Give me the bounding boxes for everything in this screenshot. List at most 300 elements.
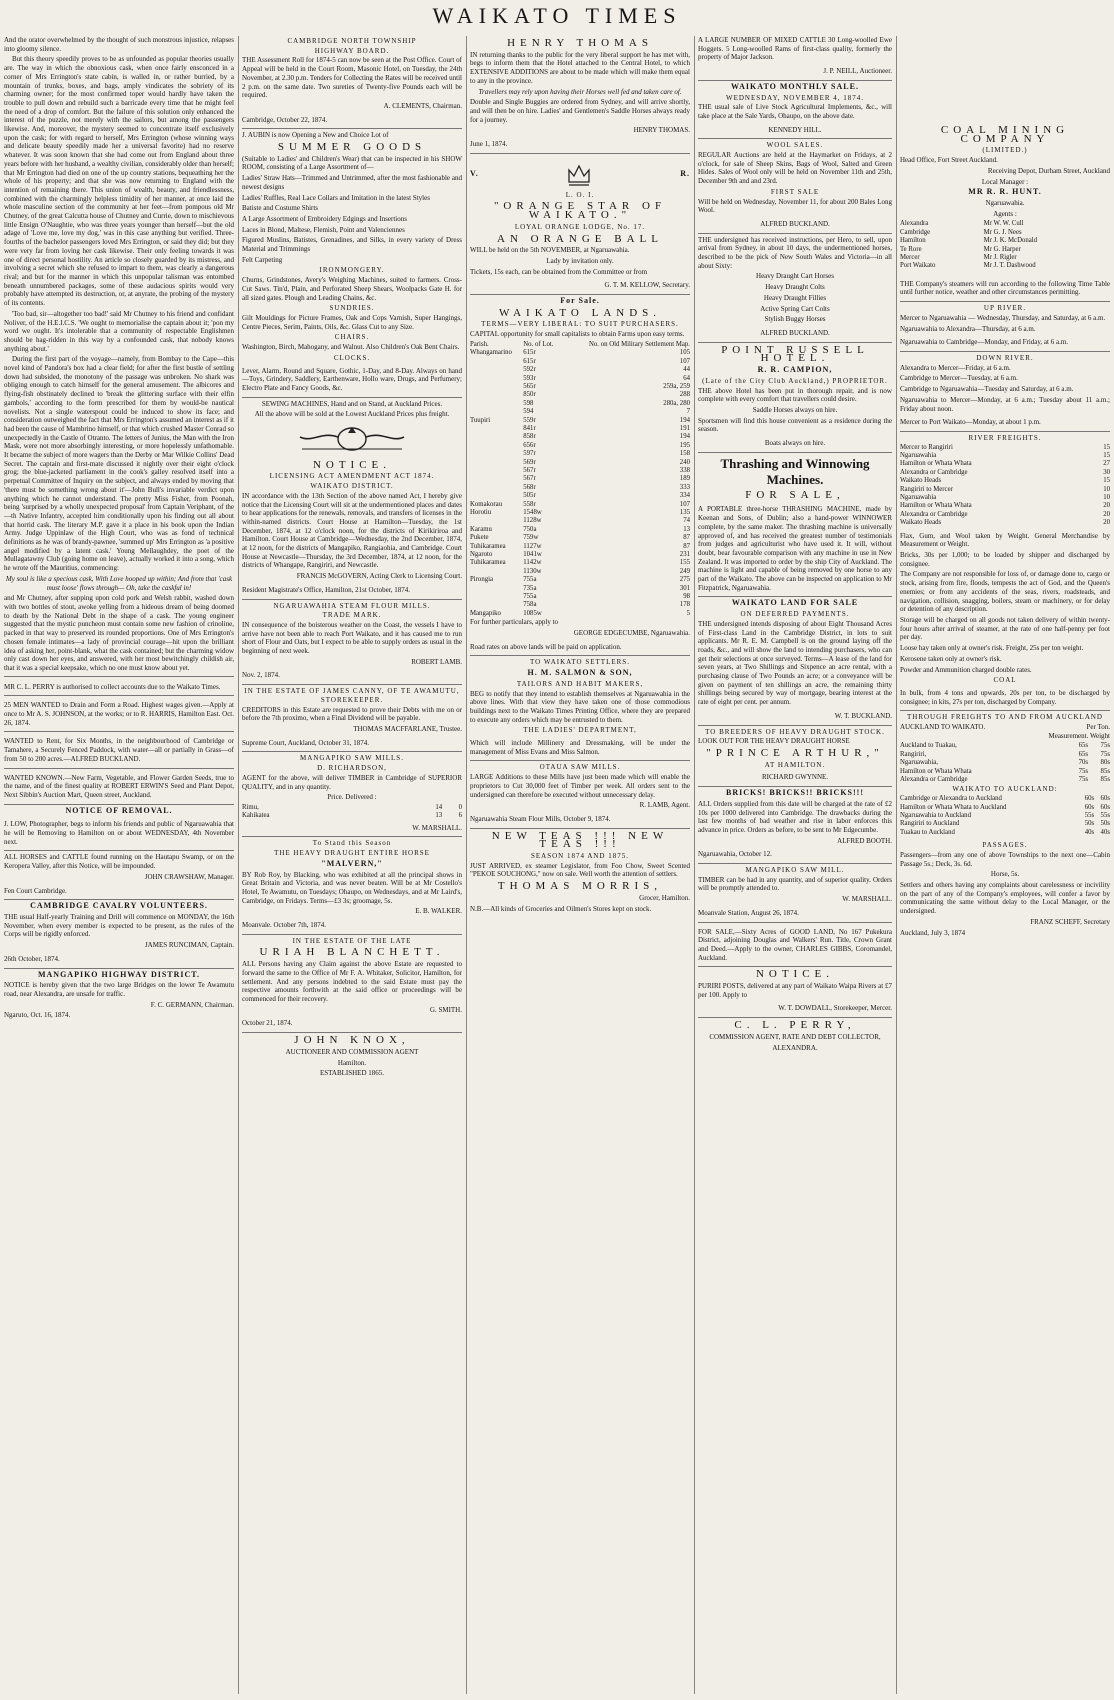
down-river-item: Ngaruawahia to Mercer—Monday, at 6 a.m.; Tuesday about 11 a.m.; Friday about noon. (900, 395, 1110, 413)
table-cell (470, 375, 523, 383)
table-cell: Mr J. K. McDonald (983, 237, 1038, 245)
canny-place: Supreme Court, Auckland, October 31, 1874. (242, 736, 462, 753)
story-paragraph: 'Too bad, sir—altogether too bad!' said Mr Chutney to his friend and confidant Noliver, of the H.E.I.C.S. 'We ought to memorialise the captain about it; 'pon my word we ought. It's intolerable that a community of respectable Englishmen should be hag-ridden in this way by a confounded cask, that nobody knows anything about.' (4, 309, 234, 353)
table-cell (470, 408, 523, 416)
hotel-head: HENRY THOMAS (507, 37, 653, 49)
table-row (470, 442, 690, 450)
lands-note: Road rates on above lands will be paid on application. (470, 640, 690, 657)
table-row (470, 568, 690, 576)
mangapiko-title: MANGAPIKO SAW MILL. (745, 866, 845, 875)
breeders-title: TO BREEDERS OF HEAVY DRAUGHT STOCK. (705, 727, 885, 736)
blanchett-date: October 21, 1874. (242, 1016, 462, 1033)
table-cell: 50s (1084, 820, 1095, 828)
story-paragraph: And the orator overwhelmed by the thought of such monstrous injustice, relapses into gloomy silence. (4, 36, 234, 53)
table-cell: 598 (523, 399, 534, 407)
table-cell: 841r (523, 424, 536, 432)
table-cell: Ngaruawahia (900, 494, 937, 502)
down-river-title: DOWN RIVER. (976, 353, 1034, 362)
land-sale-subtitle: ON DEFERRED PAYMENTS. (740, 610, 850, 619)
column-rule (466, 36, 467, 1694)
freights-title: RIVER FREIGHTS. (968, 433, 1042, 442)
loose-hay-text: Loose hay taken only at owner's risk. Freight, 25s per ton weight. (900, 644, 1084, 653)
table-cell: 10 (1103, 494, 1110, 502)
table-row (900, 759, 1110, 767)
teas-title: NEW TEAS !!! NEW TEAS !!! (491, 829, 669, 851)
hotel-sign: HENRY THOMAS. (633, 126, 690, 135)
table-cell: 55s (1084, 811, 1095, 819)
ladies-text: Which will include Millinery and Dressmaking, will be under the management of Miss Evans and Miss Salmon. (470, 736, 690, 761)
canny-title: IN THE ESTATE OF JAMES CANNY, OF TE AWAMUTU, STOREKEEPER. (244, 687, 460, 704)
agents-table (900, 220, 1110, 270)
horses-text: THE undersigned has received instructions, per Hero, to sell, upon arrival from Sydney, in about 10 days, the undermentioned horses, described to be the pick of New South Wales and Victoria—in all about Sixty: (698, 235, 892, 270)
salmon-title: H. M. SALMON & SON, (527, 668, 633, 678)
mangapiko-text: TIMBER can be had in any quantity, and of superior quality. Orders will be promptly attended to. (698, 875, 892, 893)
table-cell: 858r (523, 433, 536, 441)
table-cell: Waikato Heads (900, 477, 942, 485)
monthly-sale-text: THE usual sale of Live Stock Agricultural Implements, &c., will take place at the Sale Yards, Ohaupo, on the above date. (698, 103, 892, 120)
horse-item: Stylish Buggy Horses (764, 315, 826, 324)
table-cell (470, 475, 523, 483)
morris-subtitle: Grocer, Hamilton. (639, 893, 690, 902)
table-row (470, 543, 690, 551)
table-cell (470, 450, 523, 458)
table-cell: Ngaroto (470, 551, 493, 559)
sale-land-text: FOR SALE,—Sixty Acres of GOOD LAND, No 167 Pukekura District, adjoining Douglas and Walkers' Run. Title, Crown Grant and Deed.—Apply to the owner, CHARLES GIBBS, Coromandel, Auckland. (698, 925, 892, 968)
table-cell: 15 (1103, 452, 1110, 460)
table-cell: Hamilton or Whata Whata (900, 460, 972, 468)
goods-item: Ladies' Ruffles, Real Lace Collars and Imitation in the latest Styles (242, 193, 430, 202)
table-row (470, 517, 690, 525)
table-cell: Mr G. J. Nees (983, 228, 1022, 236)
wool-sign: ALFRED BUCKLAND. (698, 217, 892, 234)
licensing-text: IN accordance with the 13th Section of the above named Act, I hereby give notice that the Licensing Court will sit at the undermentioned places and dates to hear applications for the renewals, removals, and transfers of licenses in the within-named districts. Court House at Hamilton—Tuesday, the 1st December, 1874, at 12 o'clock noon, for the districts of Kirikiriroa and Hamilton. Court House at Cambridge—Wednesday, the 2nd December, 1874, at 12 noon, for the districts of Mangapiko, Rangiaohia, and Cambridge. Court House at Newcastle—Thursday, the 3rd December, 1874, at 12 noon, for the districts of Whangape, Rangiriri, and Newcastle. (242, 491, 462, 570)
table-row (900, 246, 1110, 254)
teas-season: SEASON 1874 AND 1875. (530, 852, 629, 861)
table-cell: 74 (683, 517, 690, 525)
story-paragraph: But this theory speedily proves to be as unfounded as popular theories usually are. The way in which the obnoxious cask, when once fairly ensconced in a corner of Mrs Errington's state cabin, is walled in, or rather burried, by a mountain of trunks, boxes, and bags, amply vindicates the sobriety of its charming owner; for the most confirmed toper would hardly have taken the trouble to pull down and rebuild such a barricade every time that he might feel the need of a drop of comfort. But the failure of this solution only enhanced the interest of the puzzle, not merely with the sailors, but among the passengers likewise. And, moreover, the mystery seemed to concentrate itself exclusively upon the cask; for with regard to herself, Mrs Errington (whose winning ways and delicate beauty speedily made her a universal favorite) had no reserve whatever. It was soon known that she had come out from England about three years before with her husband, a wealthy civilian, considerably older than herself; that Mr Errington had died on one of the up country stations, bequeathing her the whole of his property; and that she was now returning to England with the intention of remaining there. This union of wealth, beauty, and friendlessness, combined with the charmingly helpless timidity of her manner, at once laid the whole masculine section of the community at her feet—from pompous old Mr Chutney, of the great Calcutta house of Chutney and Currie, down to mischievous little Ensign O'Naughtie, who was three years younger than herself—but the old adage of 'Love me, love my dog,' was in this case anything but verified. Three-fourths of the bachelor passengers loved Mrs Errington, or said they did; but they were very far from loving her cask likewise. Their only feeling towards it was one of direct personal hostility. An article so closely guarded by its mistress, and involving a secret which she refused to impart to them, was clearly a dangerous rival; and but for the manner in which this unpopular talisman was entombed beneath unnumbered packages, some of these audacious spirits would very probably have attempted its destruction, or, at anyrate, the probing of the mystery of its contents. (4, 55, 234, 308)
trade-mark: TRADE MARK. (322, 611, 382, 620)
column-rule (694, 36, 695, 1694)
table-cell: Te Rore (900, 245, 922, 253)
campion-name: R. R. CAMPION, (757, 365, 833, 375)
prince-arthur: "PRINCE ARTHUR," (706, 747, 884, 759)
perry-place: ALEXANDRA. (772, 1043, 818, 1052)
table-row (470, 475, 690, 483)
table-cell: 189 (679, 475, 690, 483)
table-cell: Komakorau (470, 500, 503, 508)
column-5 (900, 36, 1110, 1694)
flax-text: Flax, Gum, and Wool taken by Weight. General Merchandise by Measurement or Weight. (900, 531, 1110, 549)
table-row (900, 254, 1110, 262)
horse-item: Heavy Draught Colts (765, 283, 825, 292)
table-cell: 568r (523, 483, 536, 491)
table-cell: Ngaruawahia, (900, 759, 938, 767)
mangapiko-sign: W. MARSHALL. (842, 895, 892, 904)
sundries-text: Gilt Mouldings for Picture Frames, Oak and Cops Varnish, Super Hangings, Centre Pieces, Serim, Paints, Oils, &c. Glass Cut to any Size. (242, 313, 462, 331)
bricks-text: ALL Orders supplied from this date will be charged at the rate of £2 10s per 1000 delivered into Cambridge. The drawbacks during the last few months of bad weather and rise in labor enforces this advance in price. Orders as before, to be sent to Mr Edgecumbe. (698, 799, 892, 834)
table-cell: 755a (523, 593, 537, 601)
table-cell: 280a, 280 (663, 399, 690, 407)
table-row (900, 812, 1110, 820)
board-sign: A. CLEMENTS, Chairman. (383, 101, 462, 110)
table-header-row (470, 341, 690, 349)
stand-subtitle: THE HEAVY DRAUGHT ENTIRE HORSE (274, 849, 430, 858)
table-row (470, 534, 690, 542)
notice-title: NOTICE. (312, 458, 392, 471)
ball-tickets: Tickets, 15s each, can be obtained from the Committee or from (470, 267, 648, 276)
notice-title: NOTICE. (755, 968, 835, 981)
table-row (900, 220, 1110, 228)
clocks-text: Lever, Alarm, Round and Square, Gothic, 1-Day, and 8-Day. Always on hand—Toys, Grindery, Saddlery, Earthenware, Hollo ware, Drugs, and Perfumery; Electro Plate and Fancy Goods, &c. (242, 364, 462, 398)
table-cell: 1128w (523, 517, 542, 525)
table-cell: Karamu (470, 525, 492, 533)
table-row (470, 559, 690, 567)
perry-title: C. L. PERRY, (734, 1019, 856, 1032)
table-row (470, 450, 690, 458)
highway-sign: F. C. GERMANN, Chairman. (150, 1000, 234, 1009)
table-cell: 592r (523, 366, 536, 374)
table-cell: 65s (1078, 750, 1089, 758)
summer-intro: (Suitable to Ladies' and Children's Wear) that can be inspected in his SHOW ROOM, consisting of a Large Assortment of— (242, 154, 462, 172)
lodge-title: "ORANGE STAR OF WAIKATO." (493, 200, 667, 222)
table-row (470, 576, 690, 584)
lodge-loi: L. O. I. (565, 190, 595, 199)
campion-subtitle: (Late of the City Club Auckland,) PROPRIETOR. (702, 376, 888, 385)
table-cell: 338 (679, 466, 690, 474)
table-cell: Alexandra (900, 220, 929, 228)
table-cell (470, 467, 523, 475)
table-cell: Whangamarino (470, 349, 512, 357)
table-cell: 615r (523, 357, 536, 365)
morris-note: N.B.—All kinds of Groceries and Oilmen's Stores kept on stock. (470, 904, 652, 913)
travellers-note: Travellers may rely upon having their Horses well fed and taken care of. (478, 87, 682, 96)
salmon-subtitle: TAILORS AND HABIT MAKERS, (516, 679, 644, 688)
table-cell: 107 (679, 500, 690, 508)
through-sub-right: Per Ton. (1086, 723, 1110, 732)
powder-text: Powder and Ammunition charged double rates. (900, 665, 1032, 674)
table-cell: Alexandra or Cambridge (900, 468, 968, 476)
table-cell: Tuhikaramea (470, 542, 506, 550)
table-row (900, 776, 1110, 784)
table-cell: 60s (1100, 795, 1110, 803)
table-cell: Horotiu (470, 509, 492, 516)
table-cell: 1130w (523, 567, 542, 575)
table-cell: 750a (523, 525, 537, 533)
table-row (900, 237, 1110, 245)
table-cell: Mr J. T. Dashwood (983, 262, 1036, 270)
table-cell: 60s (1100, 803, 1110, 811)
table-cell: Alexandra or Cambridge (900, 510, 968, 518)
table-cell: 158 (679, 450, 690, 458)
ad-men-wanted: 25 MEN WANTED to Drain and Form a Road. Highest wages given.—Apply at once to Mr A. S. JOHNSON, at the works; or to R. HARRIS, Hamilton East. Oct. 26, 1874. (4, 698, 234, 732)
table-cell: 13 (683, 525, 690, 533)
down-river-item: Cambridge to Mercer—Tuesday, at 6 a.m. (900, 374, 1018, 383)
table-row (900, 742, 1110, 750)
table-cell: Hamilton or Whata Whata (900, 767, 972, 775)
table-row (900, 452, 1110, 460)
table-cell: Pukete (470, 534, 489, 542)
neill-sign: J. P. NEILL, Auctioneer. (698, 64, 892, 81)
table-cell: 105 (679, 349, 690, 357)
highway-date: Ngaruto, Oct. 16, 1874. (4, 1011, 71, 1020)
through-sub-left: AUCKLAND TO WAIKATO. (900, 723, 986, 732)
table-cell: 20 (1103, 502, 1110, 510)
table-cell: 20 (1103, 519, 1110, 527)
table-row (470, 467, 690, 475)
ad-wanted-known: WANTED KNOWN.—New Farm, Vegetable, and Flower Garden Seeds, true to the name, and of the finest quality at ROBERT ERWIN'S Seed and Plant Depot, Next Sibbin's Auction Mart, Queen street, Auckland. (4, 771, 234, 805)
table-cell: 87 (683, 534, 690, 542)
table-cell (470, 492, 523, 500)
stand-sign: E. B. WALKER. (415, 907, 462, 916)
table-cell: 55s (1100, 811, 1110, 819)
column-3 (470, 36, 690, 1694)
knox-established: ESTABLISHED 1865. (320, 1069, 384, 1078)
table-cell: 594 (523, 408, 534, 416)
lands-capital: CAPITAL opportunity for small capitalists to obtain Farms upon easy terms. (470, 330, 685, 339)
bricks-freight-text: Bricks, 30s per 1,000; to be loaded by shipper and discharged by consignee. (900, 551, 1110, 568)
table-row (900, 502, 1110, 510)
horse-item: Heavy Draught Fillies (763, 293, 827, 302)
saw-text: AGENT for the above, will deliver TIMBER in Cambridge of SUPERIOR QUALITY, and in any quantity. (242, 773, 462, 791)
table-row (900, 262, 1110, 270)
table-row (900, 768, 1110, 776)
table-cell: 194 (679, 433, 690, 441)
table-cell (470, 383, 523, 391)
table-cell: 98 (683, 593, 690, 601)
table-cell: Mercer to Rangiriri (900, 443, 953, 451)
table-cell: 593r (523, 374, 536, 382)
manager-place: Ngaruawahia. (985, 198, 1025, 207)
cattle-sale-text: A LARGE NUMBER OF MIXED CATTLE 30 Long-woolled Ewe Hoggets. 5 Long-woolled Rams of first-class quality, formerly the property of Major Jackson. (698, 36, 892, 62)
russell-title: POINT RUSSELL HOTEL. (721, 343, 869, 365)
table-cell: 75s (1078, 776, 1089, 784)
lodge-emblem-row (470, 160, 690, 190)
table-cell: 288 (679, 391, 690, 399)
column-rule (896, 36, 897, 1694)
wool-text: REGULAR Auctions are held at the Haymarket on Fridays, at 2 o'clock, for sale of Sheep Skins, Bags of Wool, Salted and Green Hides. Sales of Wool only will be held on November 11th and 25th, December 9th and and 23rd. (698, 151, 892, 186)
canny-text: CREDITORS in this Estate are requested to prove their Debts with me on or before the 7th proximo, when a Final Dividend will be payable. (242, 705, 462, 723)
table-cell: 135 (679, 509, 690, 516)
up-river-title: UP RIVER. (983, 304, 1027, 313)
table-cell: 567r (523, 475, 536, 483)
kerosene-text: Kerosene taken only at owner's risk. (900, 654, 1002, 663)
monthly-sale-date: WEDNESDAY, NOVEMBER 4, 1874. (725, 93, 865, 102)
up-river-item: Mercer to Ngaruawahia — Wednesday, Thursday, and Saturday, at 6 a.m. (900, 313, 1106, 322)
table-cell: 15 (1103, 443, 1110, 451)
lodge-v: V. (470, 169, 479, 179)
otaua-title: OTAUA SAW MILLS. (539, 763, 621, 772)
table-cell: 615r (523, 349, 536, 357)
table-cell: 70s (1078, 759, 1089, 767)
removal-text: J. LOW, Photographer, begs to inform his friends and public of Ngaruawahia that he will be Removing to Hamilton on or about WEDNESDAY, 4th November next. (4, 817, 234, 851)
gwynne-sign: RICHARD GWYNNE. (698, 770, 892, 787)
passages-text: Passengers—from any one of above Townships to the next one—Cabin Passage 5s.; Deck, 3s. 6d. (900, 850, 1110, 868)
mills-text: IN consequence of the boisterous weather on the Coast, the vessels I have to arrive have not been able to reach Port Waikato, and it has caused me to run short of Flour and Oats, but I expect to be able to supply orders as usual in the beginning of next week. (242, 620, 462, 656)
buggies-text: Double and Single Buggies are ordered from Sydney, and will arrive shortly, and will then be on hire. Ladies' and Gentlemen's Saddle Horses always ready for a journey. (470, 98, 690, 124)
table-cell: 195 (679, 441, 690, 449)
table-row (470, 383, 690, 391)
table-cell (470, 601, 523, 609)
thrashing-text: A PORTABLE three-horse THRASHING MACHINE, made by Keenan and Sons, of Dublin; also a hand-power WINNOWER complete, by the same maker. The thrashing machine is universally approved of, and has received the greatest number of testimonials from judges and agriculturist who have used it. It will, without doubt, bear favourable comparison with any machine in use in New Zealand. It was imported to order by the ship City of Auckland. The machine is light and capable of being removed by one horse to any part of the Waikato. The above can be inspected on application to Mr Fitzpatrick, Ngaruawahia. (698, 502, 892, 597)
table-row (470, 509, 690, 517)
table-cell: 50s (1100, 820, 1110, 828)
table-cell: 178 (679, 601, 690, 609)
summer-goods-title: SUMMER GOODS (277, 141, 427, 154)
column-rule (238, 36, 239, 1694)
table-cell: 240 (679, 458, 690, 466)
table-row (470, 366, 690, 374)
blanchett-sign: G. SMITH. (429, 1005, 462, 1014)
table-row (470, 349, 690, 357)
licensing-sign: FRANCIS McGOVERN, Acting Clerk to Licensing Court. (296, 572, 462, 581)
board-text: THE Assessment Roll for 1874-5 can now be seen at the Post Office. Court of Appeal will be held in the Court Room, Masonic Hotel, on Tuesday, the 24th November, at 2.30 p.m. Tenders for Collecting the Rates will be received until 2 p.m. on the same date. Two sureties of Twenty-five Pounds each will be required. (242, 56, 462, 100)
puriri-text: PURIRI POSTS, delivered at any part of Waikato Waipa Rivers at £7 per 100. Apply to (698, 982, 892, 999)
column-4 (698, 36, 892, 1694)
table-cell: 60s (1084, 803, 1095, 811)
blanchett-title: IN THE ESTATE OF THE LATE (292, 936, 412, 945)
coal-text: In bulk, from 4 tons and upwards, 20s per ton, to be discharged by consignee; in kits, 27s per ton, discharged by Company. (900, 686, 1110, 711)
table-cell: Mr G. Harper (983, 245, 1021, 253)
first-sale-text: Will be held on Wednesday, November 11, for about 200 Bales Long Wool. (698, 197, 892, 215)
table-cell: 155 (679, 559, 690, 567)
mills-sign: ROBERT LAMB. (411, 657, 462, 666)
perry-text: COMMISSION AGENT, RATE AND DEBT COLLECTOR, (709, 1032, 881, 1041)
land-sale-text: THE undersigned intends disposing of about Eight Thousand Acres of First-class Land in the Cambridge District, in lots to suit applicants. Mr R. E. M. Campbell is on the ground laying off the roads, &c., and will show the land to intending purchasers, who can get their selections at once surveyed. Terms—A lease of the land for seven years, at Two Shillings and Sixpence an acre rental, with a purchasing clause of Two Pounds an acre; or a conveyance will be given on payment of ten shillings an acre, the remaining thirty shillings being secured by way of mortgage, bearing interest at the rate of eight per cent. per annum. (698, 619, 892, 707)
ironmongery-text: Churns, Grindstones, Avery's Weighing Machines, suited to farmers. Cross-Cut Saws. Tin'd, Plain, and Perforated Sheep Shears, Woolpacks Gate H. for all sized gates. Plough and Leading Chains, &c. (242, 276, 462, 302)
table-cell: 259a, 259 (663, 382, 690, 390)
table-row (470, 585, 690, 593)
ironmongery-title: IRONMONGERY. (319, 266, 385, 275)
table-cell: 27 (1103, 460, 1110, 468)
table-row (900, 829, 1110, 837)
table-cell: 1041w (523, 551, 542, 559)
passages-title: PASSAGES. (982, 841, 1028, 850)
goods-item: Figured Muslins, Batistes, Grenadines, and Silks, in every variety of Dress Material and Trimmings (242, 236, 462, 254)
cavalry-title: CAMBRIDGE CAVALRY VOLUNTEERS. (30, 901, 208, 911)
table-cell: 567r (523, 466, 536, 474)
table-cell (470, 593, 523, 601)
table-cell: 60s (1084, 795, 1095, 803)
table-cell: Rangiriri, (900, 750, 927, 758)
breeders-text: LOOK OUT FOR THE HEAVY DRAUGHT HORSE (698, 737, 850, 746)
sale-title: For Sale. (560, 296, 600, 306)
highway-text: NOTICE is hereby given that the two large Bridges on the lower Te Awamutu road, near Alexandra, are unsafe for traffic. (4, 981, 234, 998)
stand-text: BY Rob Roy, by Blacking, who was exhibited at all the principal shows in Great Britain and Victoria, and was never beaten. Will be at Mr Costello's Hotel, Te Awamutu, on Tuesdays; Ohaupo, on Wednesdays, and at Mr Laird's, Cambridge, on Fridays. Terms—£3 3s; groomage, 5s. (242, 870, 462, 905)
table-cell: Port Waikato (900, 262, 936, 270)
table-row (900, 519, 1110, 527)
board-date: Cambridge, October 22, 1874. (242, 113, 462, 130)
manager-label: Local Manager : (981, 177, 1029, 186)
sold-text: All the above will be sold at the Lowest Auckland Prices plus freight. (254, 410, 450, 419)
table-cell: Hamilton or Whata Whata to Auckland (900, 803, 1007, 811)
sewing-text: SEWING MACHINES, Hand and on Stand, at Auckland Prices. (261, 399, 443, 408)
table-cell: 735a (523, 584, 537, 592)
table-row (900, 444, 1110, 452)
column-1 (4, 36, 234, 1694)
table-cell: 85s (1100, 776, 1110, 784)
morris-title: THOMAS MORRIS, (497, 880, 663, 893)
table-cell: 30 (1103, 468, 1110, 476)
table-cell: Rangiriri to Auckland (900, 820, 960, 828)
through-back-table (900, 795, 1110, 837)
goods-item: Batiste and Costume Shirts (242, 204, 319, 213)
goods-item: Laces in Blond, Maltese, Flemish, Point and Valenciennes (242, 225, 405, 234)
table-cell: Hamilton (900, 237, 926, 245)
table-row (470, 358, 690, 366)
lodge-number: LOYAL ORANGE LODGE, No. 17. (514, 222, 646, 231)
table-cell: 80s (1100, 759, 1110, 767)
table-cell: Rangiriri to Mercer (900, 485, 953, 493)
table-row (900, 460, 1110, 468)
table-cell: 758a (523, 601, 537, 609)
through-freights-title: THROUGH FREIGHTS TO AND FROM AUCKLAND (906, 713, 1103, 722)
table-row (470, 593, 690, 601)
table-cell: 301 (679, 584, 690, 592)
table-row (470, 484, 690, 492)
table-cell: 194 (679, 416, 690, 424)
story-paragraph: During the first part of the voyage—namely, from Bombay to the Cape—this novel kind of Pandora's box had a clear field; for after the first bustle of settling down had subsided, the monotony of the passage was unbroken. No shark was obliging enough to catch himself for the general amusement. The albicores and flying-fish obstinately declined to 'break the glittering surface with their elfin gambols,' according to the form prescribed for them by would-be nautical novelists. Not a single waterspout could be induced to show its face; and consideration outweighed the fact that Mrs Errington's assumed an interest as if it had been the cause of Mambrino himself, or that which crushed Master Conrad so unexpectedly in the Castle of Otranto. The letters of Junius, the Man with the Iron Mask, were not more absorbingly interesting, or more hopelessly unfathomable. It became the subject of more wagers than the Derby or Mar Wilkie Collins' Dead Secret. The captain and first-mate discussed it nightly over their eight o'clock grog; the blue-jacketed parliament in the cook's galley resolved itself into a perpetual Committee of Inquiry on the subject, and always ended by moving that 'there must be something wrong about it'—John Bull's invariable verdict upon anything which he cannot understand. The pretty Miss Fisher, from Poonah, being 'surprised by a wholly unexpected proposal' from Captain Veriphant, of the —th Native Infantry, accepted him conditionally upon his finding out all about that horrid cask. The literary M.P. gave it a place in his book upon the Indian Army. Judge Uppinlaw of the High Court, who was as fond of technical definitions as he was of brandy-pawnee, 'summed up' Mrs Errington as 'a positive angel modified by a latent cask.' Young Mellaughdey, the poet of the Mullagatawny Club (going home on leave), actually worked it into a song, which he wrote off the Mauritius, commencing: (4, 355, 234, 573)
table-cell (470, 366, 523, 374)
land-sale-title: WAIKATO LAND FOR SALE (731, 598, 859, 608)
table-row (900, 477, 1110, 485)
lands-header-parish: Parish. (470, 340, 489, 348)
table-cell: Pirongia (470, 576, 494, 584)
ball-text: WILL be held on the 5th NOVEMBER, at Ngaruawahia. (470, 246, 630, 255)
canny-sign: THOMAS MACFFARLANE, Trustee. (353, 725, 462, 733)
down-river-item: Cambridge to Ngaruawahia—Tuesday and Saturday, at 6 a.m. (900, 385, 1074, 394)
goods-item: A Large Assortment of Embroidery Edgings and Insertions (242, 214, 407, 223)
company-title: COAL MINING COMPANY (940, 124, 1070, 145)
table-cell: Mercer (900, 253, 920, 261)
arthur-place: AT HAMILTON. (764, 760, 826, 769)
lands-sign: GEORGE EDGECUMBE, Ngaruawahia. (573, 628, 690, 637)
land-sale-sign: W. T. BUCKLAND. (698, 709, 892, 726)
stand-date: Moanvale. October 7th, 1874. (242, 918, 462, 935)
hotel-date: June 1, 1874. (470, 137, 690, 154)
chairs-text: Washington, Birch, Mahogany, and Walnut. Also Children's Oak Bent Chairs. (242, 343, 460, 352)
thrashing-sale: FOR SALE, (745, 488, 845, 501)
table-row (470, 425, 690, 433)
table-cell (470, 433, 523, 441)
table-row (470, 400, 690, 408)
lands-title: WAIKATO LANDS. (498, 306, 662, 319)
table-cell: 656r (523, 441, 536, 449)
table-cell: 850r (523, 391, 536, 399)
coal-title: COAL (993, 676, 1017, 685)
table-cell (470, 517, 523, 525)
ad-wanted-rent: WANTED to Rent, for Six Months, in the neighbourhood of Cambridge or Tamahere, a Securely Fenced Paddock, with water—all or partially in Grass—of from 50 to 200 acres.—ALFRED BUCKLAND. (4, 734, 234, 768)
boats-note: Boats always on hire. (698, 436, 892, 453)
salmon-text: BEG to notify that they intend to establish themselves at Ngaruawahia in the above lines. With that view they have taken one of those commodious buildings next to the Waikato Times Printing Office, where they are prepared to execute any orders which may be entrusted to them. (470, 689, 690, 724)
cavalry-text: THE usual Half-yearly Training and Drill will commence on MONDAY, the 16th November, when every member is expected to be present, as the rules of the Corps will be rigidly enforced. (4, 912, 234, 939)
lands-header-lot: No. of Lot. (523, 340, 554, 348)
sportsmen-note: Sportsmen will find this house convenient as a residence during the season. (698, 416, 892, 434)
stand-title: To Stand this Season (312, 839, 392, 848)
table-cell: 40s (1100, 828, 1110, 836)
table-row (470, 501, 690, 509)
blanchett-text: ALL Persons having any Claim against the above Estate are requested to forward the same to the Office of Mr F. A. Whitaker, Solicitor, Hamilton, for settlement. And any persons indebted to the said Estate must pay the respective amounts forthwith at the said office or proceedings will be commenced for their recovery. (242, 960, 462, 1003)
table-cell (470, 585, 523, 593)
table-cell (470, 459, 523, 467)
through-columns: Measurement. Weight (1048, 731, 1110, 740)
mangapiko-date: Moanvale Station, August 26, 1874. (698, 906, 892, 923)
stand-name: "MALVERN," (321, 858, 383, 868)
scheff-sign: FRANZ SCHEFF, Secretary (1030, 917, 1110, 926)
russell-text: THE above Hotel has been put in thorough repair, and is now complete with every comfort that travellers could desire. (698, 386, 892, 404)
table-row (900, 820, 1110, 828)
otaua-sign: R. LAMB, Agent. (639, 801, 690, 810)
table-cell: 7 (686, 408, 690, 416)
